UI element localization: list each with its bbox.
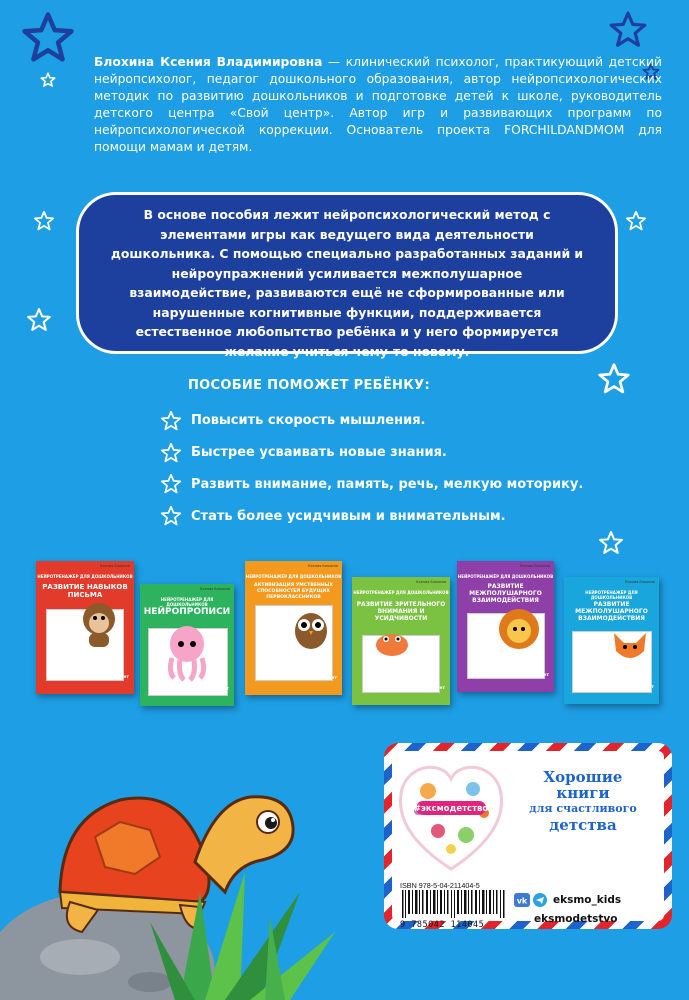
barcode-number: 9 785042 114045: [400, 920, 485, 930]
list-item: [160, 405, 583, 437]
book-cover[interactable]: [36, 561, 134, 694]
book-age: для детей 6–7 лет: [289, 676, 337, 681]
vk-icon[interactable]: [514, 893, 530, 907]
star-outline-icon: [20, 10, 76, 66]
author-description: — клинический психолог, практикующий детский нейропсихолог, педагог дошкольного образования, автор нейропсихологических методик по развитию дошкольников и подготовке детей к школе, руководитель детского центра «Свой центр». Автор игр и развивающих программ по нейропсихологической коррекции. Основатель проекта FORCHILDANDMOM для помощи мамам и детям.: [94, 55, 662, 154]
list-item: [160, 437, 583, 469]
book-series: НЕЙРОТРЕНАЖЁР ДЛЯ ДОШКОЛЬНИКОВ: [353, 590, 449, 595]
crab-icon: [372, 627, 412, 659]
star-outline-icon: [625, 210, 647, 232]
book-age: для детей 4–6 лет: [81, 675, 129, 680]
book-title: РАЗВИТИЕ ЗРИТЕЛЬНОГО ВНИМАНИЯ И УСИДЧИВОСТИ: [356, 601, 446, 622]
benefit-text: Развить внимание, память, речь, мелкую моторику.: [191, 476, 584, 492]
social-handle[interactable]: eksmo_kids: [553, 894, 622, 906]
benefit-text: Стать более усидчивым и внимательным.: [191, 508, 506, 524]
barcode-block: [400, 881, 507, 930]
turtle-illustration: [0, 742, 380, 1000]
book-age: для детей 4–5 лет: [501, 673, 549, 678]
book-age: для детей 3–4 лет: [606, 685, 654, 690]
star-outline-icon: [597, 362, 631, 396]
promo-card: [384, 743, 672, 929]
list-item: [160, 500, 583, 532]
slogan-line: книги: [556, 784, 610, 802]
benefits-title: ПОСОБИЕ ПОМОЖЕТ РЕБЁНКУ:: [188, 378, 430, 393]
book-age: для детей 5–8 лет: [181, 687, 229, 692]
svg-text:vk: vk: [516, 896, 528, 906]
barcode: [400, 890, 507, 918]
benefit-text: Повысить скорость мышления.: [191, 413, 426, 429]
book-author: Ксения Блохина: [416, 580, 446, 584]
benefits-list: [160, 405, 583, 532]
owl-icon: [291, 607, 331, 651]
star-bullet-icon: [160, 410, 182, 432]
star-bullet-icon: [160, 473, 182, 495]
star-bullet-icon: [160, 505, 182, 527]
lion-icon: [497, 607, 541, 651]
author-name: Блохина Ксения Владимировна: [94, 55, 323, 69]
book-title: РАЗВИТИЕ МЕЖПОЛУШАРНОГО ВЗАИМОДЕЙСТВИЯ: [469, 583, 542, 604]
monkey-icon: [76, 599, 122, 649]
star-bullet-icon: [160, 442, 182, 464]
book-cover[interactable]: [352, 577, 450, 705]
book-title: РАЗВИТИЕ НАВЫКОВ ПИСЬМА: [42, 583, 128, 599]
intro-text: В основе пособия лежит нейропсихологический метод с элементами игры как ведущего вида деятельности дошкольника. С помощью специально разработанных заданий и нейроупражнений усиливается межполушарное взаимодействие, развиваются ещё не сформированные или нарушенные когнитивные функции, поддерживается естественное любопытство ребёнка и у него формируется желание учиться чему-то новому.: [110, 207, 584, 359]
book-cover[interactable]: [140, 584, 234, 706]
book-author: Ксения Блохина: [100, 564, 130, 568]
book-series: НЕЙРОТРЕНАЖЁР ДЛЯ ДОШКОЛЬНИКОВ: [457, 574, 554, 579]
slogan-line: детства: [549, 816, 617, 834]
star-outline-icon: [598, 530, 624, 556]
telegram-icon[interactable]: [533, 893, 547, 907]
star-outline-icon: [40, 72, 56, 88]
octopus-icon: [162, 622, 212, 682]
book-series: НЕЙРОТРЕНАЖЁР ДЛЯ ДОШКОЛЬНИКОВ: [585, 590, 638, 600]
author-bio: [94, 54, 662, 156]
book-cover[interactable]: [457, 561, 554, 692]
book-series: НЕЙРОТРЕНАЖЁР ДЛЯ ДОШКОЛЬНИКОВ: [245, 574, 342, 579]
book-author: Ксения Блохина: [625, 580, 655, 584]
fox-icon: [610, 627, 650, 667]
slogan-line: для счастливого: [529, 802, 637, 815]
book-title: АКТИВИЗАЦИЯ УМСТВЕННЫХ СПОСОБНОСТЕЙ БУДУЩИХ ПЕРВОКЛАССНИКОВ: [254, 583, 333, 600]
book-age: для детей 4–6 лет: [397, 686, 445, 691]
book-title: РАЗВИТИЕ МЕЖПОЛУШАРНОГО ВЗАИМОДЕЙСТВИЯ: [575, 601, 648, 622]
star-outline-icon: [608, 10, 648, 50]
brand-logo-text: #эксмодетство: [413, 804, 489, 814]
book-author: Ксения Блохина: [308, 564, 338, 568]
list-item: [160, 469, 583, 501]
slogan: [512, 769, 654, 833]
benefit-text: Быстрее усваивать новые знания.: [191, 445, 447, 461]
book-cover[interactable]: [245, 561, 342, 695]
book-author: Ксения Блохина: [200, 587, 230, 591]
social-links: [514, 893, 621, 907]
star-outline-icon: [33, 210, 55, 232]
book-cover[interactable]: [564, 577, 659, 704]
isbn-text: ISBN 978-5-04-211404-5: [400, 881, 480, 890]
slogan-line: Хорошие: [543, 768, 623, 786]
intro-panel: [76, 192, 618, 359]
book-title: НЕЙРОПРОПИСИ: [143, 607, 231, 617]
social-handle[interactable]: eksmodetstvo: [534, 913, 618, 925]
book-series: НЕЙРОТРЕНАЖЁР ДЛЯ ДОШКОЛЬНИКОВ: [160, 597, 214, 607]
heart-logo-icon: [398, 761, 504, 873]
star-outline-icon: [26, 307, 52, 333]
book-author: Ксения Блохина: [520, 564, 550, 568]
book-series: НЕЙРОТРЕНАЖЁР ДЛЯ ДОШКОЛЬНИКОВ: [37, 574, 133, 579]
